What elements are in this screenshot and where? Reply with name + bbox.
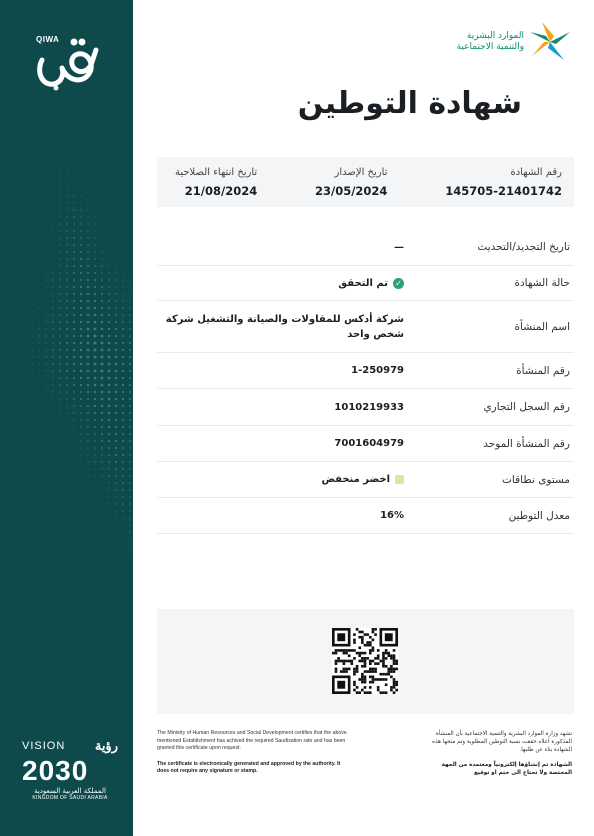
- qr-section: [157, 609, 574, 714]
- ministry-name-line1: الموارد البشرية: [466, 31, 524, 41]
- table-row: [157, 498, 574, 534]
- row-label: حالة الشهادة: [514, 277, 570, 289]
- row-label: مستوى نطاقات: [502, 473, 570, 486]
- certificate-body: [133, 0, 594, 836]
- table-row: [157, 266, 574, 301]
- table-row: [157, 426, 574, 462]
- row-value: اخضر منخفض: [321, 474, 390, 485]
- issue-date-value: 23/05/2024: [315, 184, 388, 198]
- vision-2030-logo: [22, 738, 118, 801]
- cert-number-value: 145705-21401742: [445, 184, 562, 198]
- table-row: [157, 462, 574, 498]
- footer-ar-text: تشهد وزارة الموارد البشرية والتنمية الاجتماعية بأن المنشأة المذكورة أعلاه حققت نسبة التوطين المطلوبة وتم منحها هذه الشهادة بناء عن طلبها.: [432, 731, 572, 753]
- expiry-date-value: 21/08/2024: [184, 184, 258, 198]
- ministry-logo: [446, 20, 572, 64]
- row-label: رقم المنشأة الموحد: [483, 437, 570, 450]
- dot-pattern: [0, 0, 133, 836]
- row-value: —: [394, 241, 404, 253]
- issue-date-label: تاريخ الإصدار: [334, 167, 388, 178]
- row-value: 1010219933: [334, 401, 404, 413]
- table-row: [157, 353, 574, 389]
- footer-english: [157, 730, 347, 776]
- table-row: [157, 301, 574, 353]
- table-row: [157, 389, 574, 426]
- footer-ar-note: الشهادة تم إنشاؤها إلكترونياً ومعتمدة من الجهة المختصة ولا تحتاج الى ختم او توقيع: [441, 762, 572, 776]
- qiwa-wordmark: QIWA: [36, 35, 60, 44]
- certificate-header: [157, 157, 574, 207]
- row-value: شركة أدكس للمقاولات والصيانة والتشغيل شركة شخص واحد: [165, 313, 404, 340]
- kingdom-arabic: المملكة العربية السعودية: [34, 787, 106, 795]
- row-label: اسم المنشأة: [514, 320, 570, 333]
- issue-date-block: [315, 167, 387, 207]
- expiry-date-block: [175, 167, 257, 207]
- footer-arabic: [422, 730, 572, 777]
- row-label: تاريخ التجديد/التحديث: [477, 241, 570, 253]
- cert-number-label: رقم الشهادة: [510, 167, 562, 178]
- vision-label: VISION: [22, 740, 66, 752]
- sidebar: [0, 0, 133, 836]
- table-row: [157, 229, 574, 266]
- row-value: 1-250979: [351, 365, 404, 376]
- vision-year: 2030: [22, 755, 89, 786]
- status-badge: تم التحقق: [338, 277, 388, 289]
- footer-en-text: The Ministry of Human Resources and Social Development certifies that the above mentioned Establishment has achived the required Saudization rate and has been granted this certificate upon request.: [157, 730, 347, 751]
- row-label: رقم المنشأة: [516, 364, 570, 377]
- nitaqat-color-swatch: [395, 475, 404, 484]
- kingdom-english: KINGDOM OF SAUDI ARABIA: [32, 795, 108, 801]
- vision-arabic: رؤية: [94, 738, 118, 753]
- cert-number-block: [445, 167, 562, 207]
- footer-en-note: The certificate is electronically generated and approved by the authority. It does not require any signature or stamp.: [157, 760, 341, 774]
- qr-code-icon[interactable]: [332, 628, 398, 694]
- row-label: رقم السجل التجاري: [483, 401, 570, 413]
- details-table: [157, 229, 574, 534]
- ministry-name-line2: والتنمية الاجتماعية: [456, 42, 524, 52]
- row-value: 16%: [380, 510, 404, 521]
- ministry-star-icon: [528, 20, 572, 64]
- expiry-date-label: تاريخ انتهاء الصلاحية: [175, 167, 258, 178]
- verified-check-icon: ✓: [393, 278, 404, 289]
- row-label: معدل التوطين: [508, 509, 570, 522]
- certificate-title: شهادة التوطين: [297, 86, 522, 121]
- row-value: 7001604979: [334, 438, 404, 449]
